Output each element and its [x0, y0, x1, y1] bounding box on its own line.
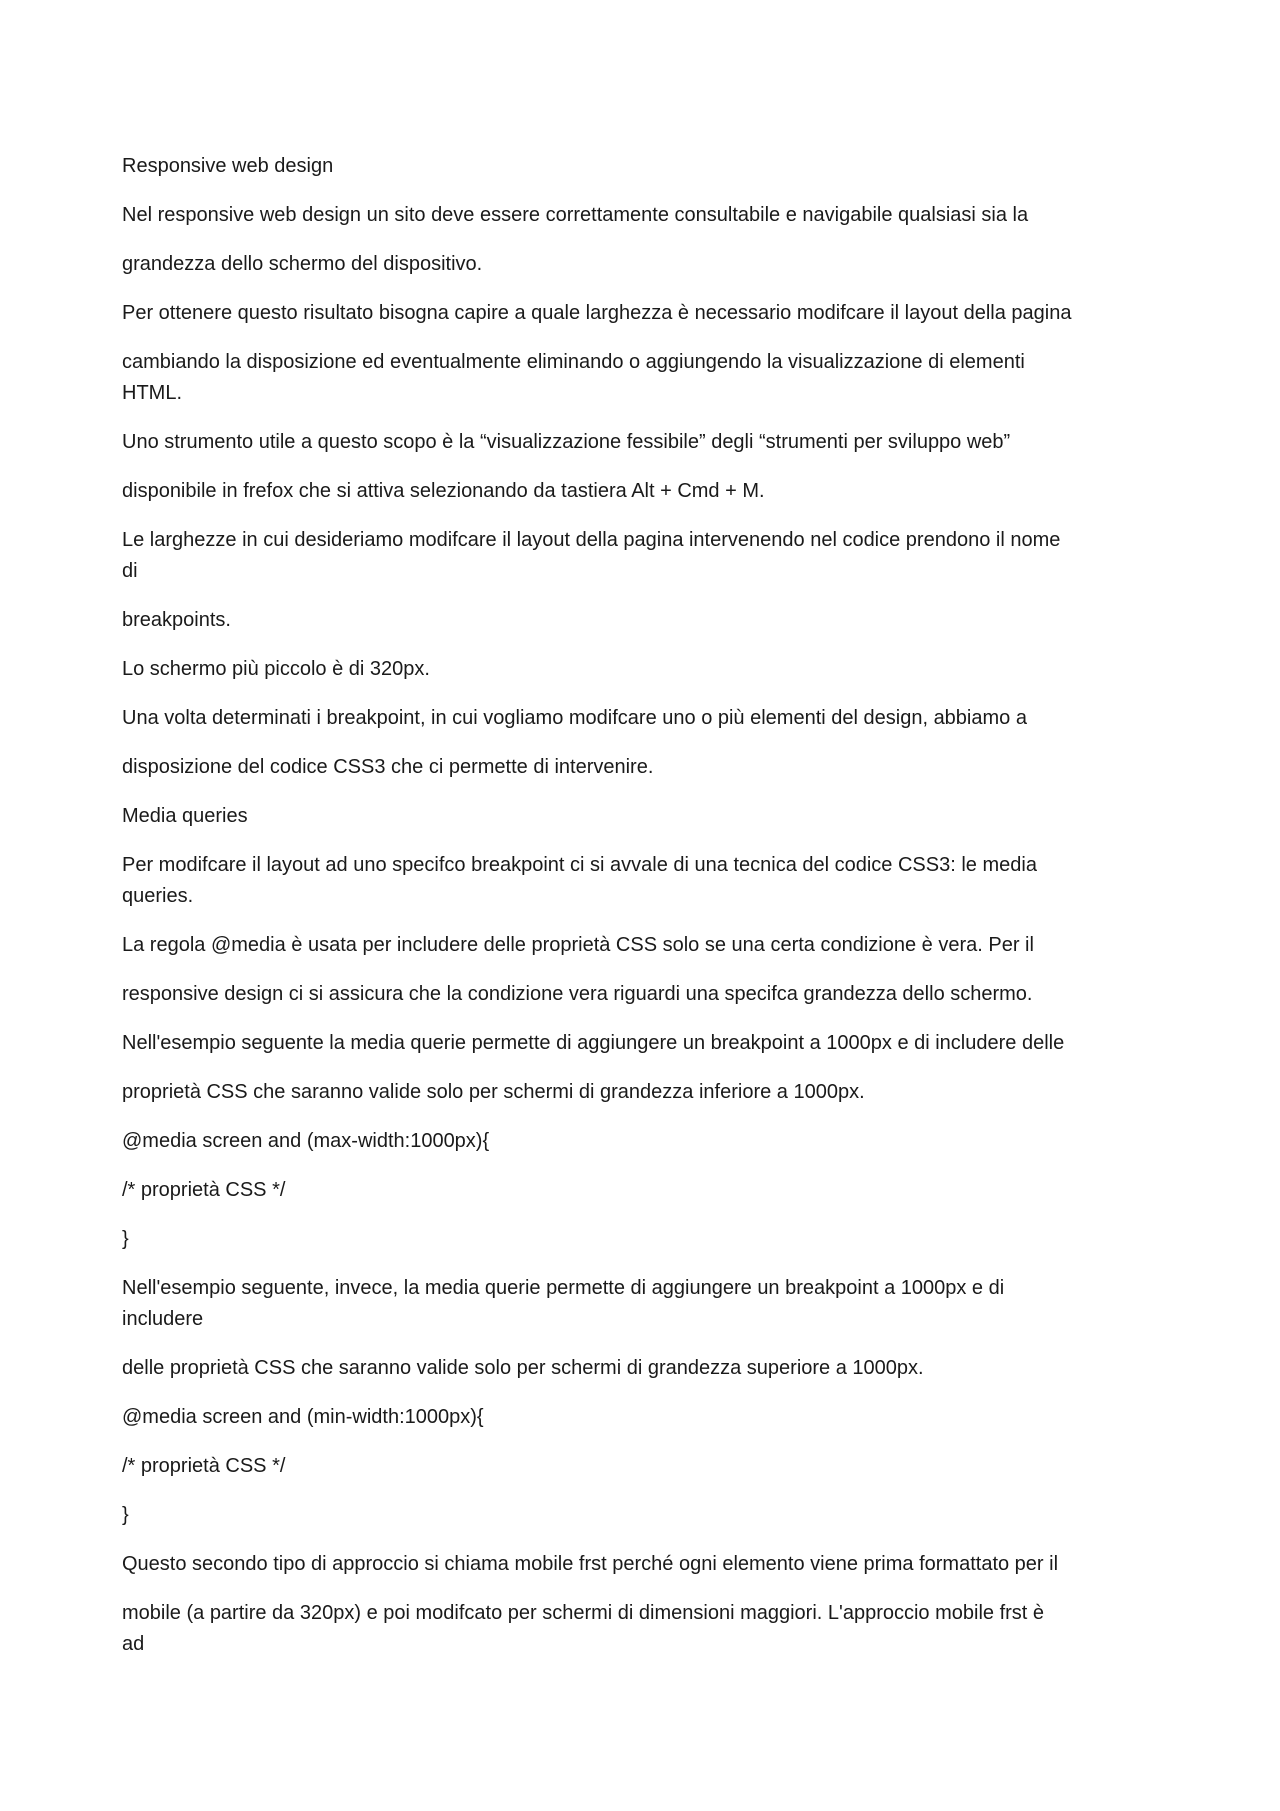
- code-line: }: [122, 1228, 129, 1250]
- paragraph-line: La regola @media è usata per includere delle proprietà CSS solo se una certa condizione è vera. Per il: [122, 934, 1034, 956]
- paragraph-line: Lo schermo più piccolo è di 320px.: [122, 658, 430, 680]
- paragraph-line: grandezza dello schermo del dispositivo.: [122, 253, 483, 275]
- paragraph-line: mobile (a partire da 320px) e poi modifcato per schermi di dimensioni maggiori. L'approccio mobile frst è ad: [122, 1602, 1045, 1655]
- paragraph-line: Una volta determinati i breakpoint, in cui vogliamo modifcare uno o più elementi del design, abbiamo a: [122, 707, 1027, 729]
- code-line: @media screen and (min-width:1000px){: [122, 1406, 484, 1428]
- paragraph-line: Per modifcare il layout ad uno specifco breakpoint ci si avvale di una tecnica del codice CSS3: le media queries.: [122, 854, 1037, 907]
- paragraph-line: Nell'esempio seguente, invece, la media querie permette di aggiungere un breakpoint a 1000px e di includere: [122, 1277, 1005, 1330]
- paragraph-line: Per ottenere questo risultato bisogna capire a quale larghezza è necessario modifcare il layout della pagina: [122, 302, 1072, 324]
- document-heading: Responsive web design: [122, 155, 334, 177]
- paragraph-line: cambiando la disposizione ed eventualmente eliminando o aggiungendo la visualizzazione di elementi HTML.: [122, 351, 1025, 404]
- code-line: /* proprietà CSS */: [122, 1179, 286, 1201]
- paragraph-line: delle proprietà CSS che saranno valide solo per schermi di grandezza superiore a 1000px.: [122, 1357, 924, 1379]
- code-line: @media screen and (max-width:1000px){: [122, 1130, 490, 1152]
- paragraph-line: breakpoints.: [122, 609, 231, 631]
- paragraph-line: Le larghezze in cui desideriamo modifcare il layout della pagina intervenendo nel codice prendono il nome di: [122, 529, 1061, 582]
- paragraph-line: responsive design ci si assicura che la condizione vera riguardi una specifca grandezza dello schermo.: [122, 983, 1033, 1005]
- paragraph-line: disponibile in frefox che si attiva selezionando da tastiera Alt + Cmd + M.: [122, 480, 765, 502]
- paragraph-line: Nell'esempio seguente la media querie permette di aggiungere un breakpoint a 1000px e di includere delle: [122, 1032, 1065, 1054]
- code-line: /* proprietà CSS */: [122, 1455, 286, 1477]
- section-heading: Media queries: [122, 805, 248, 827]
- paragraph-line: disposizione del codice CSS3 che ci permette di intervenire.: [122, 756, 654, 778]
- paragraph-line: Uno strumento utile a questo scopo è la “visualizzazione fessibile” degli “strumenti per sviluppo web”: [122, 431, 1011, 453]
- code-line: }: [122, 1504, 129, 1526]
- paragraph-line: Questo secondo tipo di approccio si chiama mobile frst perché ogni elemento viene prima formattato per il: [122, 1553, 1059, 1575]
- paragraph-line: Nel responsive web design un sito deve essere correttamente consultabile e navigabile qualsiasi sia la: [122, 204, 1029, 226]
- paragraph-line: proprietà CSS che saranno valide solo per schermi di grandezza inferiore a 1000px.: [122, 1081, 865, 1103]
